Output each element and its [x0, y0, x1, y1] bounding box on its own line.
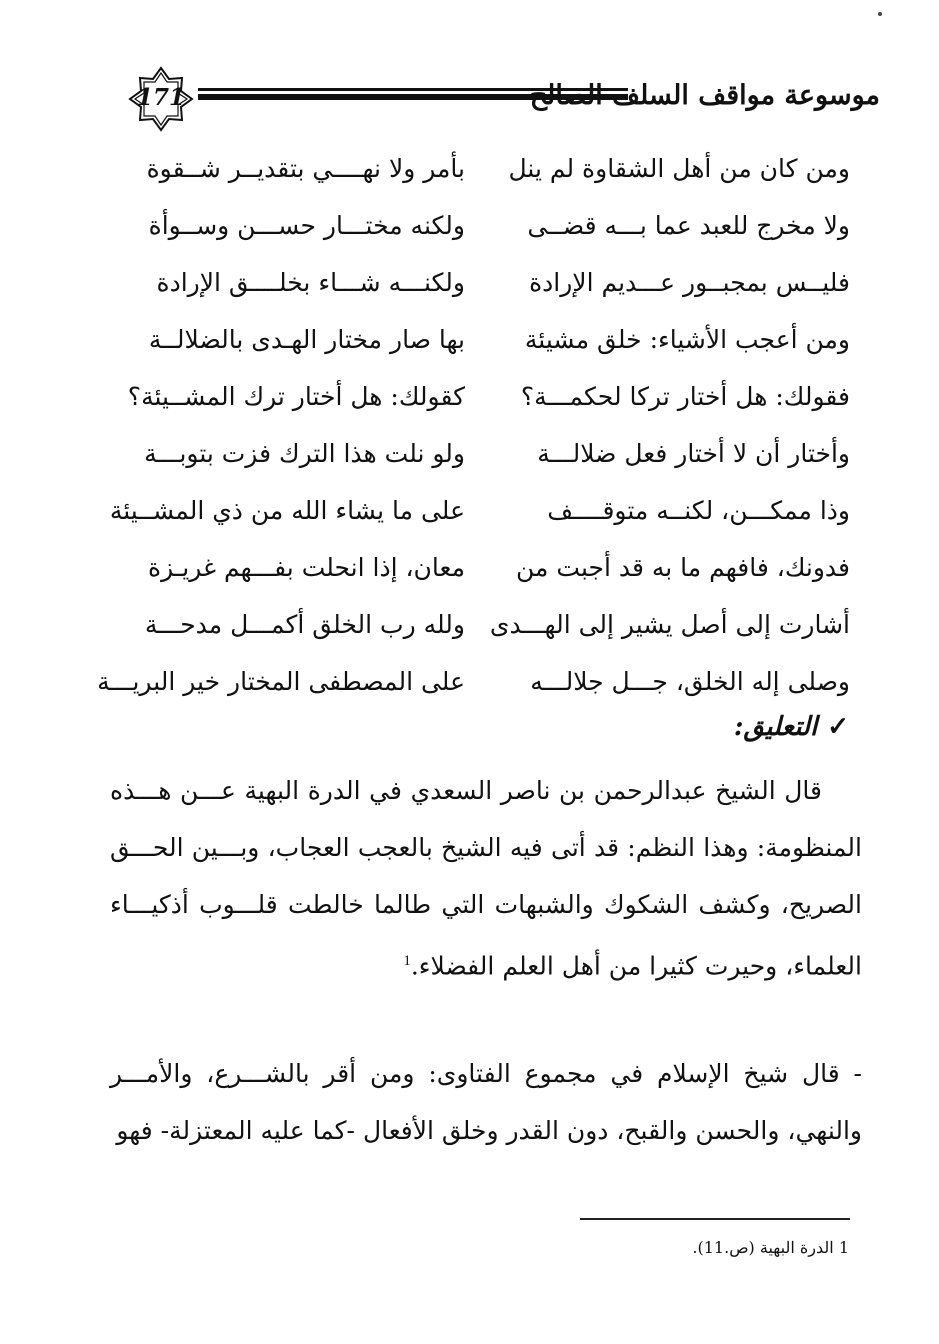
verse-row [120, 425, 860, 482]
verse-second-hemistich: ولو نلت هذا الترك فزت بتوبـــة [144, 439, 465, 468]
verse-first-hemistich: ومن كان من أهل الشقاوة لم ينل [508, 154, 850, 183]
verse-second-hemistich: ولكنه مختـــار حســـن وســوأة [148, 211, 465, 240]
verse-row [120, 311, 860, 368]
verse-row [120, 368, 860, 425]
footnote-text: الدرة البهية (ص.11). [692, 1238, 834, 1257]
verse-first-hemistich: وذا ممكـــن، لكنــه متوقــــف [547, 496, 850, 525]
commentary-heading-label: التعليق: [733, 712, 818, 742]
verse-row [120, 539, 860, 596]
verse-second-hemistich: ولله رب الخلق أكمـــل مدحـــة [144, 610, 465, 639]
verse-first-hemistich: أشارت إلى أصل يشير إلى الهـــدى [489, 610, 850, 639]
verse-second-hemistich: ولكنـــه شـــاء بخلــــق الإرادة [156, 268, 465, 297]
quote-paragraph-text: - قال شيخ الإسلام في مجموع الفتاوى: ومن أقر بالشـــرع، والأمـــر والنهي، والحسن والقبح، دون القدر وخلق الأفعال -كما عليه المعتزلة- فهو [110, 1059, 862, 1145]
verse-second-hemistich: معان، إذا انحلت بفـــهم غريـزة [148, 553, 465, 582]
commentary-heading [734, 712, 849, 742]
verse-second-hemistich: بها صار مختار الهـدى بالضلالــة [148, 325, 465, 354]
page-number: 171 [136, 84, 185, 111]
poem [97, 140, 860, 710]
verse-first-hemistich: فليــس بمجبــور عـــديم الإرادة [529, 268, 850, 297]
footnote-reference[interactable]: 1 [403, 953, 411, 969]
page-number-badge [128, 66, 194, 132]
page-header [120, 58, 880, 144]
verse-row [109, 482, 860, 539]
book-title: موسوعة مواقف السلف الصالح [529, 80, 880, 111]
verse-first-hemistich: فقولك: هل أختار تركا لحكمـــة؟ [520, 382, 850, 411]
commentary-paragraph-text: قال الشيخ عبدالرحمن بن ناصر السعدي في الدرة البهية عـــن هـــذه المنظومة: وهذا النظم: قد أتى فيه الشيخ بالعجب العجاب، وبـــين الحـــق الصريح، وكشف الشكوك والشبهات التي طالما خالطت قلـــوب أذكيـــاء العلماء، وحيرت كثيرا من أهل العلم الفضلاء. [110, 776, 862, 981]
verse-second-hemistich: كقولك: هل أختار ترك المشــيئة؟ [127, 382, 465, 411]
verse-row [120, 596, 860, 653]
verse-second-hemistich: على المصطفى المختار خير البريـــة [97, 667, 465, 696]
verse-second-hemistich: بأمر ولا نهــــي بتقديــر شــقوة [146, 154, 465, 183]
verse-row [120, 254, 860, 311]
verse-row [120, 140, 860, 197]
scan-speck [878, 12, 882, 16]
verse-first-hemistich: فدونك، فافهم ما به قد أجبت من [516, 553, 850, 582]
verse-second-hemistich: على ما يشاء الله من ذي المشــيئة [109, 496, 465, 525]
check-mark-icon: ✓ [827, 712, 849, 742]
verse-first-hemistich: ومن أعجب الأشياء: خلق مشيئة [524, 325, 850, 354]
quote-paragraph [110, 1045, 862, 1159]
footnote-separator [580, 1218, 850, 1220]
verse-row [97, 653, 860, 710]
verse-row [120, 197, 860, 254]
verse-first-hemistich: ولا مخرج للعبد عما بـــه قضــى [527, 211, 850, 240]
commentary-paragraph [110, 762, 862, 994]
verse-first-hemistich: وصلى إله الخلق، جـــل جلالـــه [530, 667, 850, 696]
footnote-number: 1 [838, 1238, 849, 1257]
footnote [692, 1238, 849, 1257]
verse-first-hemistich: وأختار أن لا أختار فعل ضلالـــة [537, 439, 850, 468]
